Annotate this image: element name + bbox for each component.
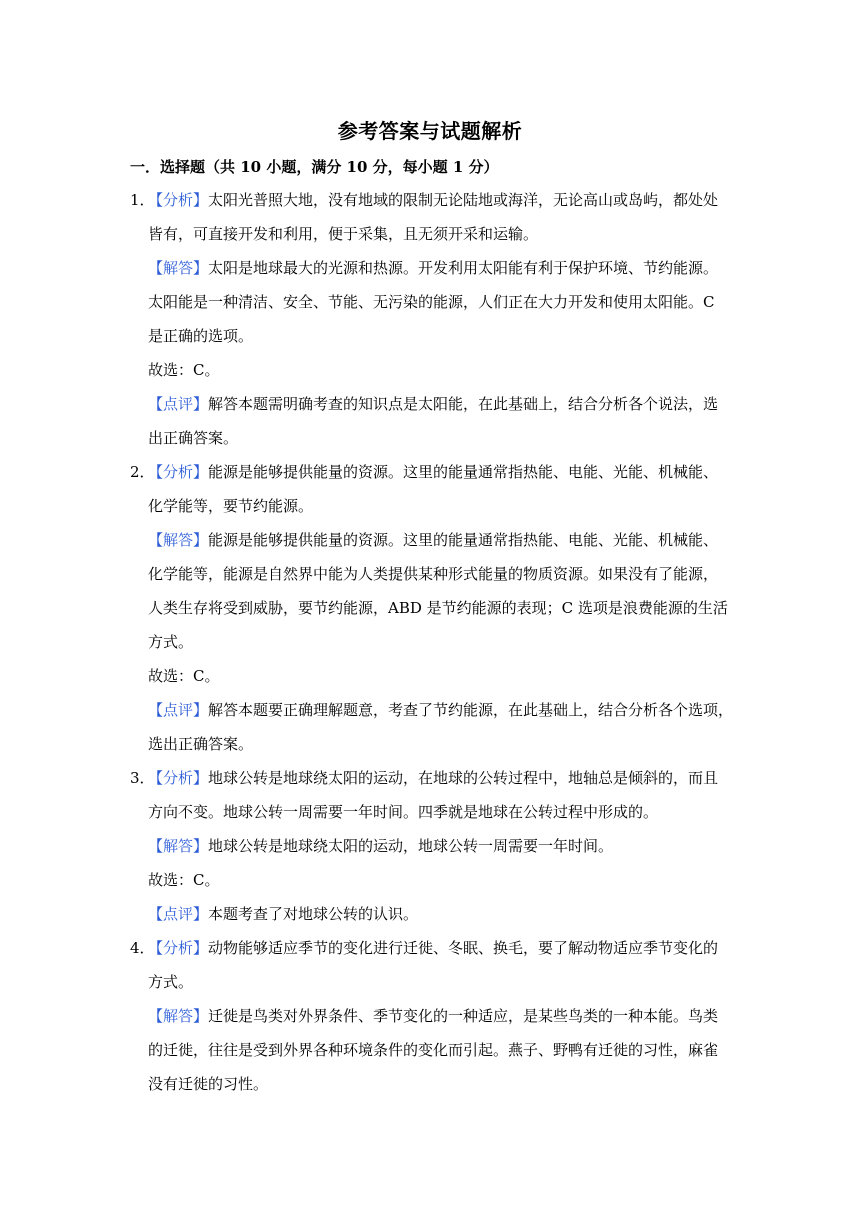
q2-analysis-line-1: 2．【分析】能源是能够提供能量的资源。这里的能量通常指热能、电能、光能、机械能、 bbox=[130, 463, 719, 481]
q2-answer-line-1: 【解答】能源是能够提供能量的资源。这里的能量通常指热能、电能、光能、机械能、 bbox=[148, 531, 719, 549]
q3-analysis-line-1: 3．【分析】地球公转是地球绕太阳的运动，在地球的公转过程中，地轴总是倾斜的，而且 bbox=[130, 769, 719, 787]
q4-analysis-line-2: 方式。 bbox=[148, 973, 194, 991]
answer-tag: 【解答】 bbox=[148, 837, 209, 855]
answer-tag: 【解答】 bbox=[148, 1007, 209, 1025]
q4-answer-line-2: 的迁徙，往往是受到外界各种环境条件的变化而引起。燕子、野鸭有迁徙的习性，麻雀 bbox=[148, 1041, 719, 1059]
q2-answer-line-2: 化学能等，能源是自然界中能为人类提供某种形式能量的物质资源。如果没有了能源， bbox=[148, 565, 719, 583]
section-heading: 一．选择题（共 10 小题，满分 10 分，每小题 1 分） bbox=[130, 158, 499, 176]
q4-analysis-line-1: 4．【分析】动物能够适应季节的变化进行迁徙、冬眠、换毛，要了解动物适应季节变化的 bbox=[130, 939, 719, 957]
answer-tag: 【解答】 bbox=[148, 531, 209, 549]
analysis-tag: 【分析】 bbox=[148, 191, 209, 209]
comment-tag: 【点评】 bbox=[148, 395, 209, 413]
q1-analysis-line-2: 皆有，可直接开发和利用，便于采集，且无须开采和运输。 bbox=[148, 225, 539, 243]
q2-choice: 故选：C。 bbox=[148, 667, 220, 685]
q1-comment-line-1: 【点评】解答本题需明确考查的知识点是太阳能，在此基础上，结合分析各个说法，选 bbox=[148, 395, 719, 413]
analysis-tag: 【分析】 bbox=[148, 769, 209, 787]
question-number: 2． bbox=[130, 463, 155, 481]
comment-tag: 【点评】 bbox=[148, 701, 209, 719]
question-number: 3． bbox=[130, 769, 155, 787]
q3-comment-line-1: 【点评】本题考查了对地球公转的认识。 bbox=[148, 905, 419, 923]
analysis-tag: 【分析】 bbox=[148, 463, 209, 481]
q1-choice: 故选：C。 bbox=[148, 361, 220, 379]
analysis-tag: 【分析】 bbox=[148, 939, 209, 957]
question-number: 1． bbox=[130, 191, 155, 209]
q3-choice: 故选：C。 bbox=[148, 871, 220, 889]
q1-comment-line-2: 出正确答案。 bbox=[148, 429, 239, 447]
q1-answer-line-2: 太阳能是一种清洁、安全、节能、无污染的能源，人们正在大力开发和使用太阳能。C bbox=[148, 293, 715, 311]
q2-comment-line-1: 【点评】解答本题要正确理解题意，考查了节约能源，在此基础上，结合分析各个选项， bbox=[148, 701, 734, 719]
q3-answer-line-1: 【解答】地球公转是地球绕太阳的运动，地球公转一周需要一年时间。 bbox=[148, 837, 614, 855]
q3-analysis-line-2: 方向不变。地球公转一周需要一年时间。四季就是地球在公转过程中形成的。 bbox=[148, 803, 659, 821]
answer-tag: 【解答】 bbox=[148, 259, 209, 277]
q1-answer-line-1: 【解答】太阳是地球最大的光源和热源。开发利用太阳能有利于保护环境、节约能源。 bbox=[148, 259, 719, 277]
q2-comment-line-2: 选出正确答案。 bbox=[148, 735, 254, 753]
q2-answer-line-3: 人类生存将受到威胁，要节约能源，ABD 是节约能源的表现；C 选项是浪费能源的生活 bbox=[148, 599, 728, 617]
q2-analysis-line-2: 化学能等，要节约能源。 bbox=[148, 497, 314, 515]
question-number: 4． bbox=[130, 939, 155, 957]
q1-analysis-line-1: 1．【分析】太阳光普照大地，没有地域的限制无论陆地或海洋，无论高山或岛屿，都处处 bbox=[130, 191, 719, 209]
page-title: 参考答案与试题解析 bbox=[337, 119, 523, 143]
comment-tag: 【点评】 bbox=[148, 905, 209, 923]
q4-answer-line-3: 没有迁徙的习性。 bbox=[148, 1075, 269, 1093]
q4-answer-line-1: 【解答】迁徙是鸟类对外界条件、季节变化的一种适应，是某些鸟类的一种本能。鸟类 bbox=[148, 1007, 719, 1025]
q2-answer-line-4: 方式。 bbox=[148, 633, 194, 651]
q1-answer-line-3: 是正确的选项。 bbox=[148, 327, 254, 345]
